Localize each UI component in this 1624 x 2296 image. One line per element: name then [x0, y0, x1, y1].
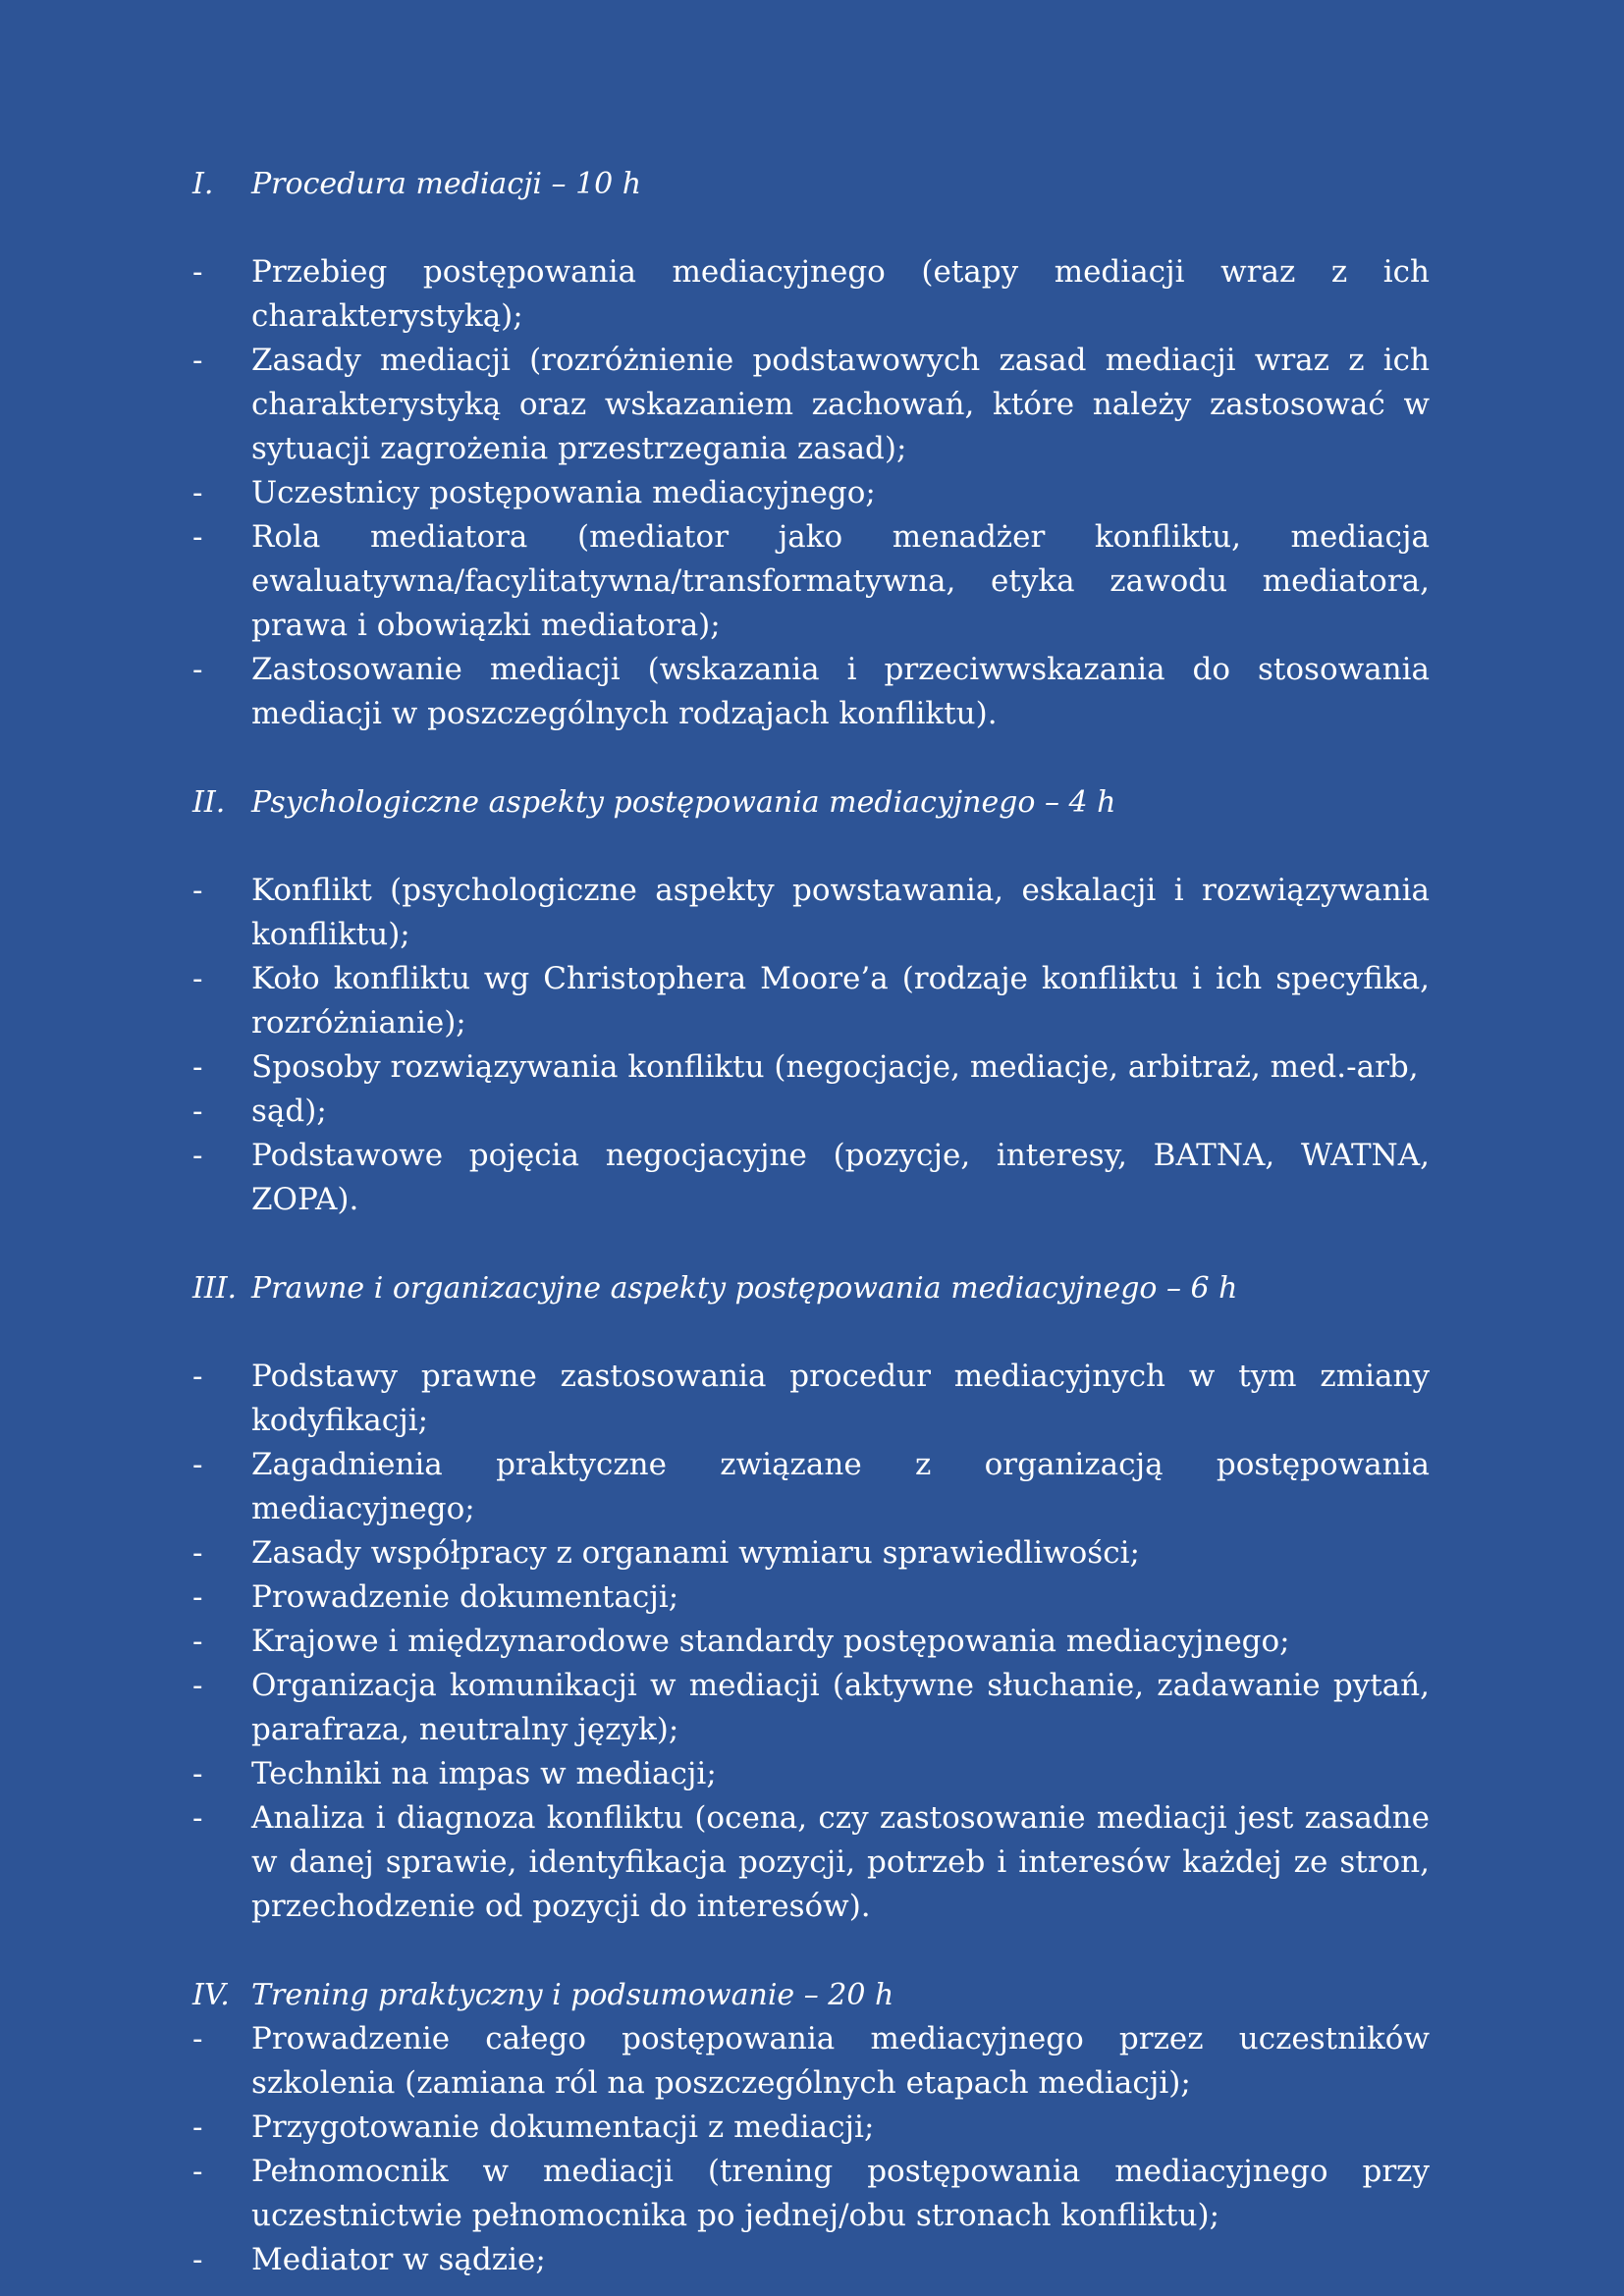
list-item [192, 250, 1430, 339]
list-item [192, 2150, 1430, 2238]
section-psychologiczne-aspekty [192, 780, 1430, 1222]
list-item-text: Przebieg postępowania mediacyjnego (etapy mediacji wraz z ich charakterystyką); [251, 254, 1430, 334]
list-item [192, 1134, 1430, 1222]
list-item-text: Prowadzenie dokumentacji; [251, 1579, 679, 1615]
list-item-text: Prowadzenie całego postępowania mediacyjnego przez uczestników szkolenia (zamiana ról na poszczególnych etapach mediacji); [251, 2021, 1430, 2101]
bullet-dash: - [192, 1359, 203, 1394]
list-item [192, 471, 1430, 515]
list-item-text: Uczestnicy postępowania mediacyjnego; [251, 475, 876, 510]
bullet-dash: - [192, 1624, 203, 1659]
list-item [192, 2017, 1430, 2106]
list-item-text: Konflikt (psychologiczne aspekty powstawania, eskalacji i rozwiązywania konfliktu); [251, 873, 1430, 952]
section-procedura-mediacji [192, 162, 1430, 736]
list-item [192, 2106, 1430, 2150]
section-heading [192, 780, 1430, 825]
bullet-dash: - [192, 1668, 203, 1703]
section-numeral: I. [192, 167, 214, 201]
bullet-dash: - [192, 1535, 203, 1571]
section-title: Trening praktyczny i podsumowanie – 20 h [251, 1978, 894, 2012]
list-item-text: Zastosowanie mediacji (wskazania i przeciwwskazania do stosowania mediacji w poszczególnych rodzajach konfliktu). [251, 652, 1430, 731]
list-item [192, 1355, 1430, 1443]
section-numeral: IV. [192, 1978, 230, 2012]
list-item [192, 1664, 1430, 1752]
bullet-list [192, 869, 1430, 1222]
bullet-dash: - [192, 1579, 203, 1615]
bullet-dash: - [192, 254, 203, 290]
bullet-dash: - [192, 1800, 203, 1836]
list-item [192, 648, 1430, 736]
section-title: Psychologiczne aspekty postępowania mediacyjnego – 4 h [251, 785, 1116, 820]
section-numeral: II. [192, 785, 226, 820]
section-heading [192, 162, 1430, 206]
section-heading [192, 1266, 1430, 1310]
list-item [192, 515, 1430, 648]
list-item-text: Koło konfliktu wg Christophera Moore’a (rodzaje konfliktu i ich specyfika, rozróżnianie); [251, 961, 1430, 1041]
bullet-dash: - [192, 961, 203, 996]
list-item-text: Podstawy prawne zastosowania procedur mediacyjnych w tym zmiany kodyfikacji; [251, 1359, 1430, 1438]
bullet-dash: - [192, 1094, 203, 1129]
bullet-dash: - [192, 475, 203, 510]
bullet-dash: - [192, 1138, 203, 1173]
list-item-text: Rola mediatora (mediator jako menadżer konfliktu, mediacja ewaluatywna/facylitatywna/transformatywna, etyka zawodu mediatora, prawa i obowiązki mediatora); [251, 519, 1430, 643]
bullet-dash: - [192, 2109, 203, 2145]
section-numeral: III. [192, 1271, 238, 1306]
list-item [192, 2238, 1430, 2282]
list-item-text: Zagadnienia praktyczne związane z organizacją postępowania mediacyjnego; [251, 1447, 1430, 1526]
bullet-list [192, 250, 1430, 736]
list-item [192, 1090, 1430, 1134]
bullet-dash: - [192, 2242, 203, 2277]
list-item [192, 1045, 1430, 1090]
bullet-dash: - [192, 2021, 203, 2056]
section-spacer [192, 1929, 1430, 1973]
section-spacer [192, 1222, 1430, 1266]
section-heading [192, 1973, 1430, 2017]
list-item-text: Przygotowanie dokumentacji z mediacji; [251, 2109, 875, 2145]
document-page [192, 162, 1430, 2282]
list-item [192, 1443, 1430, 1531]
bullet-dash: - [192, 1756, 203, 1791]
list-item-text: Analiza i diagnoza konfliktu (ocena, czy zastosowanie mediacji jest zasadne w danej sprawie, identyfikacja pozycji, potrzeb i interesów każdej ze stron, przechodzenie od pozycji do interesów). [251, 1800, 1430, 1924]
bullet-list [192, 1355, 1430, 1929]
list-item [192, 1575, 1430, 1620]
list-item [192, 339, 1430, 471]
list-item-text: Podstawowe pojęcia negocjacyjne (pozycje, interesy, BATNA, WATNA, ZOPA). [251, 1138, 1430, 1217]
bullet-list [192, 2017, 1430, 2282]
bullet-dash: - [192, 1447, 203, 1482]
list-item-text: Techniki na impas w mediacji; [251, 1756, 717, 1791]
bullet-dash: - [192, 519, 203, 555]
bullet-dash: - [192, 652, 203, 687]
list-item [192, 869, 1430, 957]
bullet-dash: - [192, 2154, 203, 2189]
section-title: Procedura mediacji – 10 h [251, 167, 642, 201]
list-item-text: Krajowe i międzynarodowe standardy postępowania mediacyjnego; [251, 1624, 1290, 1659]
list-item [192, 1752, 1430, 1796]
section-spacer [192, 736, 1430, 780]
list-item-text: Mediator w sądzie; [251, 2242, 546, 2277]
list-item-text: Zasady mediacji (rozróżnienie podstawowych zasad mediacji wraz z ich charakterystyką oraz wskazaniem zachowań, które należy zastosować w sytuacji zagrożenia przestrzegania zasad); [251, 343, 1430, 466]
list-item-text: Organizacja komunikacji w mediacji (aktywne słuchanie, zadawanie pytań, parafraza, neutralny język); [251, 1668, 1430, 1747]
list-item-text: Sposoby rozwiązywania konfliktu (negocjacje, mediacje, arbitraż, med.-arb, [251, 1049, 1419, 1085]
list-item [192, 1796, 1430, 1929]
section-trening-praktyczny [192, 1973, 1430, 2282]
list-item [192, 957, 1430, 1045]
bullet-dash: - [192, 1049, 203, 1085]
section-title: Prawne i organizacyjne aspekty postępowania mediacyjnego – 6 h [251, 1271, 1238, 1306]
bullet-dash: - [192, 873, 203, 908]
list-item [192, 1620, 1430, 1664]
bullet-dash: - [192, 343, 203, 378]
list-item-text: Pełnomocnik w mediacji (trening postępowania mediacyjnego przy uczestnictwie pełnomocnika po jednej/obu stronach konfliktu); [251, 2154, 1430, 2233]
list-item-text: sąd); [251, 1094, 327, 1129]
list-item-text: Zasady współpracy z organami wymiaru sprawiedliwości; [251, 1535, 1140, 1571]
section-prawne-aspekty [192, 1266, 1430, 1929]
list-item [192, 1531, 1430, 1575]
